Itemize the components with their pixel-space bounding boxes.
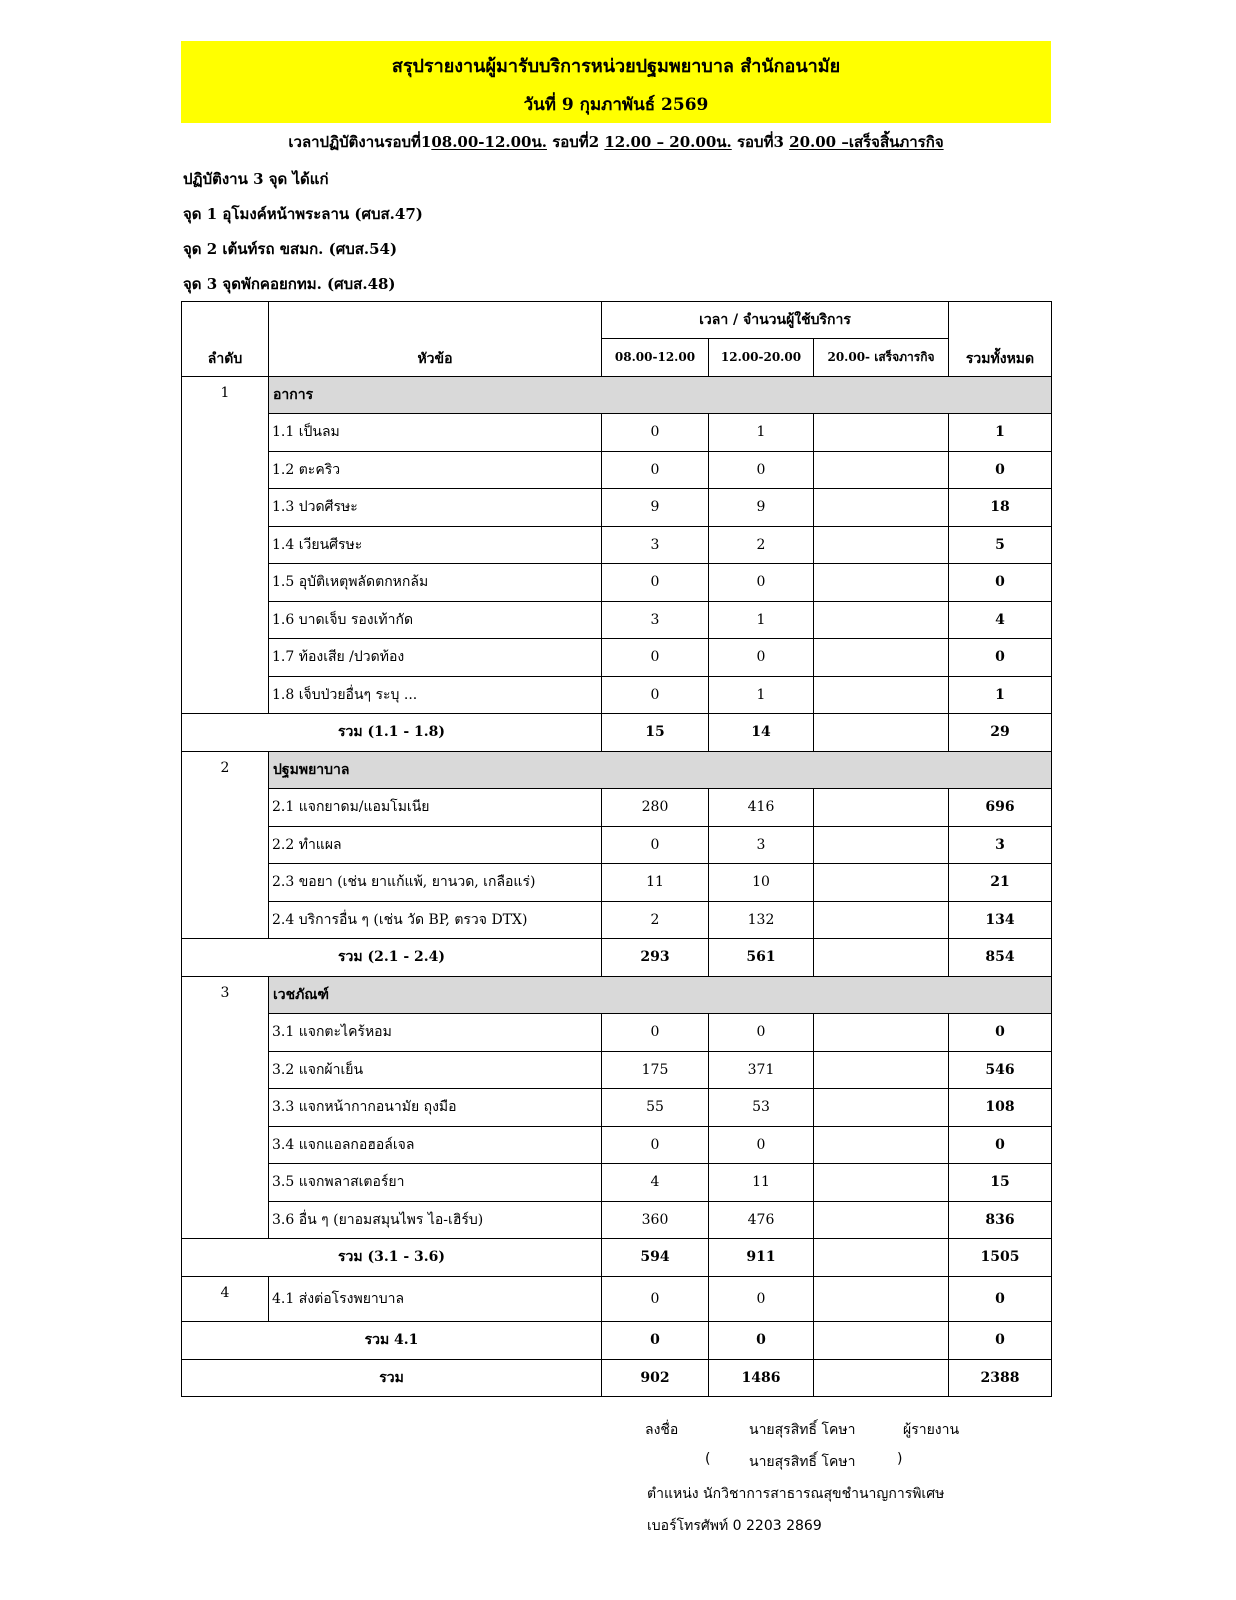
- intro-points-count: ปฏิบัติงาน 3 จุด ได้แก่: [183, 170, 329, 188]
- shift-2-label: รอบที่2: [552, 133, 600, 151]
- row-shift-1-count: 0: [602, 564, 709, 602]
- row-shift-3-count: [814, 1014, 949, 1052]
- table-row: [182, 451, 1052, 489]
- table-row: [182, 1201, 1052, 1239]
- row-topic: 1.1 เป็นลม: [269, 414, 602, 452]
- row-topic: 3.1 แจกตะไคร้หอม: [269, 1014, 602, 1052]
- row-topic: 1.7 ท้องเสีย /ปวดท้อง: [269, 639, 602, 677]
- subtotal-total: 854: [949, 939, 1052, 977]
- subtotal-shift-3: [814, 939, 949, 977]
- row-shift-3-count: [814, 826, 949, 864]
- row-shift-3-count: [814, 1276, 949, 1322]
- table-row: [182, 1164, 1052, 1202]
- row-shift-2-count: 476: [709, 1201, 814, 1239]
- row-total: 15: [949, 1164, 1052, 1202]
- subtotal-label: รวม (1.1 - 1.8): [182, 714, 602, 752]
- row-topic: 2.2 ทำแผล: [269, 826, 602, 864]
- row-total: 108: [949, 1089, 1052, 1127]
- paren-open: (: [705, 1451, 711, 1467]
- row-shift-1-count: 0: [602, 1126, 709, 1164]
- table-header-row: [182, 302, 1052, 339]
- row-shift-2-count: 0: [709, 1276, 814, 1322]
- table-row: [182, 601, 1052, 639]
- signer-role: ผู้รายงาน: [903, 1422, 960, 1438]
- row-topic: 1.6 บาดเจ็บ รองเท้ากัด: [269, 601, 602, 639]
- subtotal-label: รวม 4.1: [182, 1322, 602, 1360]
- row-shift-3-count: [814, 1051, 949, 1089]
- section-number: 3: [182, 976, 269, 1239]
- subtotal-shift-3: [814, 1322, 949, 1360]
- col-header-shift-2: 12.00-20.00: [709, 339, 814, 377]
- grand-total-shift-3: [814, 1359, 949, 1397]
- row-topic: 1.2 ตะคริว: [269, 451, 602, 489]
- row-topic: 3.2 แจกผ้าเย็น: [269, 1051, 602, 1089]
- section-header-row: [182, 976, 1052, 1014]
- row-shift-2-count: 416: [709, 789, 814, 827]
- subtotal-total: 29: [949, 714, 1052, 752]
- row-shift-2-count: 9: [709, 489, 814, 527]
- row-shift-3-count: [814, 901, 949, 939]
- shift-1-time: 08.00-12.00น.: [431, 133, 547, 151]
- subtotal-row: [182, 1322, 1052, 1360]
- row-total: 4: [949, 601, 1052, 639]
- subtotal-row: [182, 714, 1052, 752]
- report-date: วันที่ 9 กุมภาพันธ์ 2569: [523, 95, 709, 115]
- row-shift-2-count: 0: [709, 1126, 814, 1164]
- row-shift-2-count: 1: [709, 414, 814, 452]
- subtotal-shift-1: 0: [602, 1322, 709, 1360]
- row-shift-2-count: 53: [709, 1089, 814, 1127]
- row-shift-1-count: 3: [602, 526, 709, 564]
- row-total: 546: [949, 1051, 1052, 1089]
- table-row: [182, 1014, 1052, 1052]
- col-header-no: ลำดับ: [182, 302, 269, 377]
- table-row: [182, 639, 1052, 677]
- row-shift-2-count: 132: [709, 901, 814, 939]
- row-shift-1-count: 0: [602, 414, 709, 452]
- row-shift-2-count: 371: [709, 1051, 814, 1089]
- section-header-row: [182, 376, 1052, 414]
- section-title: อาการ: [269, 376, 1052, 414]
- row-total: 1: [949, 676, 1052, 714]
- table-row: [182, 826, 1052, 864]
- row-shift-3-count: [814, 489, 949, 527]
- subtotal-total: 1505: [949, 1239, 1052, 1277]
- section-title: เวชภัณฑ์: [269, 976, 1052, 1014]
- subtotal-label: รวม (2.1 - 2.4): [182, 939, 602, 977]
- row-total: 5: [949, 526, 1052, 564]
- col-header-shift-3: 20.00- เสร็จภารกิจ: [814, 339, 949, 377]
- shift-prefix: เวลาปฏิบัติงานรอบที่1: [288, 133, 432, 151]
- row-shift-1-count: 0: [602, 451, 709, 489]
- row-shift-3-count: [814, 564, 949, 602]
- row-total: 0: [949, 639, 1052, 677]
- intro-point-2: จุด 2 เต้นท์รถ ขสมก. (ศบส.54): [183, 240, 398, 258]
- table-row: [182, 901, 1052, 939]
- row-total: 3: [949, 826, 1052, 864]
- row-total: 696: [949, 789, 1052, 827]
- subtotal-shift-2: 911: [709, 1239, 814, 1277]
- row-shift-1-count: 11: [602, 864, 709, 902]
- grand-total-label: รวม: [182, 1359, 602, 1397]
- row-shift-2-count: 1: [709, 676, 814, 714]
- section-title: ปฐมพยาบาล: [269, 751, 1052, 789]
- table-row: [182, 676, 1052, 714]
- signer-position: ตำแหน่ง นักวิชาการสาธารณสุขชำนาญการพิเศษ: [647, 1486, 945, 1502]
- row-shift-1-count: 2: [602, 901, 709, 939]
- row-topic: 1.8 เจ็บป่วยอื่นๆ ระบุ ...: [269, 676, 602, 714]
- report-title: สรุปรายงานผู้มารับบริการหน่วยปฐมพยาบาล สำนักอนามัย: [391, 56, 841, 77]
- row-shift-1-count: 175: [602, 1051, 709, 1089]
- row-topic: 3.4 แจกแอลกอฮอล์เจล: [269, 1126, 602, 1164]
- row-shift-1-count: 3: [602, 601, 709, 639]
- row-total: 18: [949, 489, 1052, 527]
- subtotal-shift-2: 0: [709, 1322, 814, 1360]
- title-banner: [181, 41, 1051, 123]
- row-total: 836: [949, 1201, 1052, 1239]
- row-shift-2-count: 10: [709, 864, 814, 902]
- row-shift-3-count: [814, 1126, 949, 1164]
- row-shift-3-count: [814, 789, 949, 827]
- table-row: [182, 489, 1052, 527]
- row-topic: 2.3 ขอยา (เช่น ยาแก้แพ้, ยานวด, เกลือแร่): [269, 864, 602, 902]
- row-shift-1-count: 9: [602, 489, 709, 527]
- subtotal-label: รวม (3.1 - 3.6): [182, 1239, 602, 1277]
- row-shift-2-count: 0: [709, 1014, 814, 1052]
- row-shift-1-count: 0: [602, 1276, 709, 1322]
- signature-label: ลงชื่อ: [645, 1422, 679, 1438]
- col-header-time-count: เวลา / จำนวนผู้ใช้บริการ: [602, 302, 949, 339]
- row-topic: 2.1 แจกยาดม/แอมโมเนีย: [269, 789, 602, 827]
- row-shift-1-count: 4: [602, 1164, 709, 1202]
- table-row: [182, 1051, 1052, 1089]
- row-topic: 1.5 อุบัติเหตุพลัดตกหกล้ม: [269, 564, 602, 602]
- row-shift-1-count: 0: [602, 826, 709, 864]
- intro-point-1: จุด 1 อุโมงค์หน้าพระลาน (ศบส.47): [183, 205, 423, 223]
- row-shift-3-count: [814, 1164, 949, 1202]
- col-header-total: รวมทั้งหมด: [949, 302, 1052, 377]
- row-shift-2-count: 3: [709, 826, 814, 864]
- row-shift-1-count: 55: [602, 1089, 709, 1127]
- row-shift-3-count: [814, 451, 949, 489]
- row-shift-1-count: 0: [602, 676, 709, 714]
- intro-point-3: จุด 3 จุดพักคอยกทม. (ศบส.48): [183, 275, 396, 293]
- grand-total-shift-1: 902: [602, 1359, 709, 1397]
- shift-3-label: รอบที่3: [736, 133, 784, 151]
- table-row: [182, 414, 1052, 452]
- row-shift-1-count: 280: [602, 789, 709, 827]
- subtotal-shift-1: 293: [602, 939, 709, 977]
- signer-name-printed: นายสุรสิทธิ์ โคษา: [749, 1454, 856, 1470]
- row-shift-2-count: 11: [709, 1164, 814, 1202]
- shift-times-line: [181, 130, 1051, 154]
- row-topic: 3.3 แจกหน้ากากอนามัย ถุงมือ: [269, 1089, 602, 1127]
- row-shift-3-count: [814, 1201, 949, 1239]
- row-shift-3-count: [814, 414, 949, 452]
- table-row: [182, 564, 1052, 602]
- table-row: [182, 864, 1052, 902]
- signer-name: นายสุรสิทธิ์ โคษา: [749, 1422, 856, 1438]
- row-shift-1-count: 360: [602, 1201, 709, 1239]
- row-total: 0: [949, 1014, 1052, 1052]
- row-topic: 3.6 อื่น ๆ (ยาอมสมุนไพร ไอ-เฮิร์บ): [269, 1201, 602, 1239]
- signer-phone: เบอร์โทรศัพท์ 0 2203 2869: [647, 1518, 822, 1534]
- row-total: 21: [949, 864, 1052, 902]
- table-row: [182, 1126, 1052, 1164]
- row-shift-3-count: [814, 1089, 949, 1127]
- row-shift-2-count: 0: [709, 639, 814, 677]
- row-shift-2-count: 0: [709, 564, 814, 602]
- service-report-table: [181, 301, 1052, 1397]
- subtotal-shift-3: [814, 1239, 949, 1277]
- row-shift-3-count: [814, 864, 949, 902]
- row-shift-3-count: [814, 526, 949, 564]
- row-total: 0: [949, 564, 1052, 602]
- row-total: 134: [949, 901, 1052, 939]
- row-topic: 1.3 ปวดศีรษะ: [269, 489, 602, 527]
- row-total: 1: [949, 414, 1052, 452]
- table-row: [182, 526, 1052, 564]
- subtotal-row: [182, 1239, 1052, 1277]
- row-shift-3-count: [814, 601, 949, 639]
- col-header-shift-1: 08.00-12.00: [602, 339, 709, 377]
- row-shift-3-count: [814, 639, 949, 677]
- row-shift-2-count: 0: [709, 451, 814, 489]
- grand-total-row: [182, 1359, 1052, 1397]
- row-topic: 3.5 แจกพลาสเตอร์ยา: [269, 1164, 602, 1202]
- subtotal-total: 0: [949, 1322, 1052, 1360]
- row-shift-2-count: 1: [709, 601, 814, 639]
- section-number: 1: [182, 376, 269, 714]
- shift-2-time: 12.00 – 20.00น.: [604, 133, 732, 151]
- row-topic: 4.1 ส่งต่อโรงพยาบาล: [269, 1276, 602, 1322]
- grand-total: 2388: [949, 1359, 1052, 1397]
- row-total: 0: [949, 1276, 1052, 1322]
- table-row: [182, 1089, 1052, 1127]
- row-shift-3-count: [814, 676, 949, 714]
- subtotal-shift-1: 594: [602, 1239, 709, 1277]
- table-row: [182, 1276, 1052, 1322]
- subtotal-shift-2: 561: [709, 939, 814, 977]
- table-row: [182, 789, 1052, 827]
- section-number: 2: [182, 751, 269, 939]
- row-shift-1-count: 0: [602, 639, 709, 677]
- row-shift-2-count: 2: [709, 526, 814, 564]
- subtotal-shift-3: [814, 714, 949, 752]
- row-total: 0: [949, 1126, 1052, 1164]
- col-header-topic: หัวข้อ: [269, 302, 602, 377]
- grand-total-shift-2: 1486: [709, 1359, 814, 1397]
- row-topic: 1.4 เวียนศีรษะ: [269, 526, 602, 564]
- row-shift-1-count: 0: [602, 1014, 709, 1052]
- subtotal-row: [182, 939, 1052, 977]
- row-topic: 2.4 บริการอื่น ๆ (เช่น วัด BP, ตรวจ DTX): [269, 901, 602, 939]
- section-number: 4: [182, 1276, 269, 1322]
- section-header-row: [182, 751, 1052, 789]
- row-total: 0: [949, 451, 1052, 489]
- subtotal-shift-1: 15: [602, 714, 709, 752]
- shift-3-time: 20.00 –เสร็จสิ้นภารกิจ: [789, 133, 944, 151]
- paren-close: ): [897, 1451, 903, 1467]
- subtotal-shift-2: 14: [709, 714, 814, 752]
